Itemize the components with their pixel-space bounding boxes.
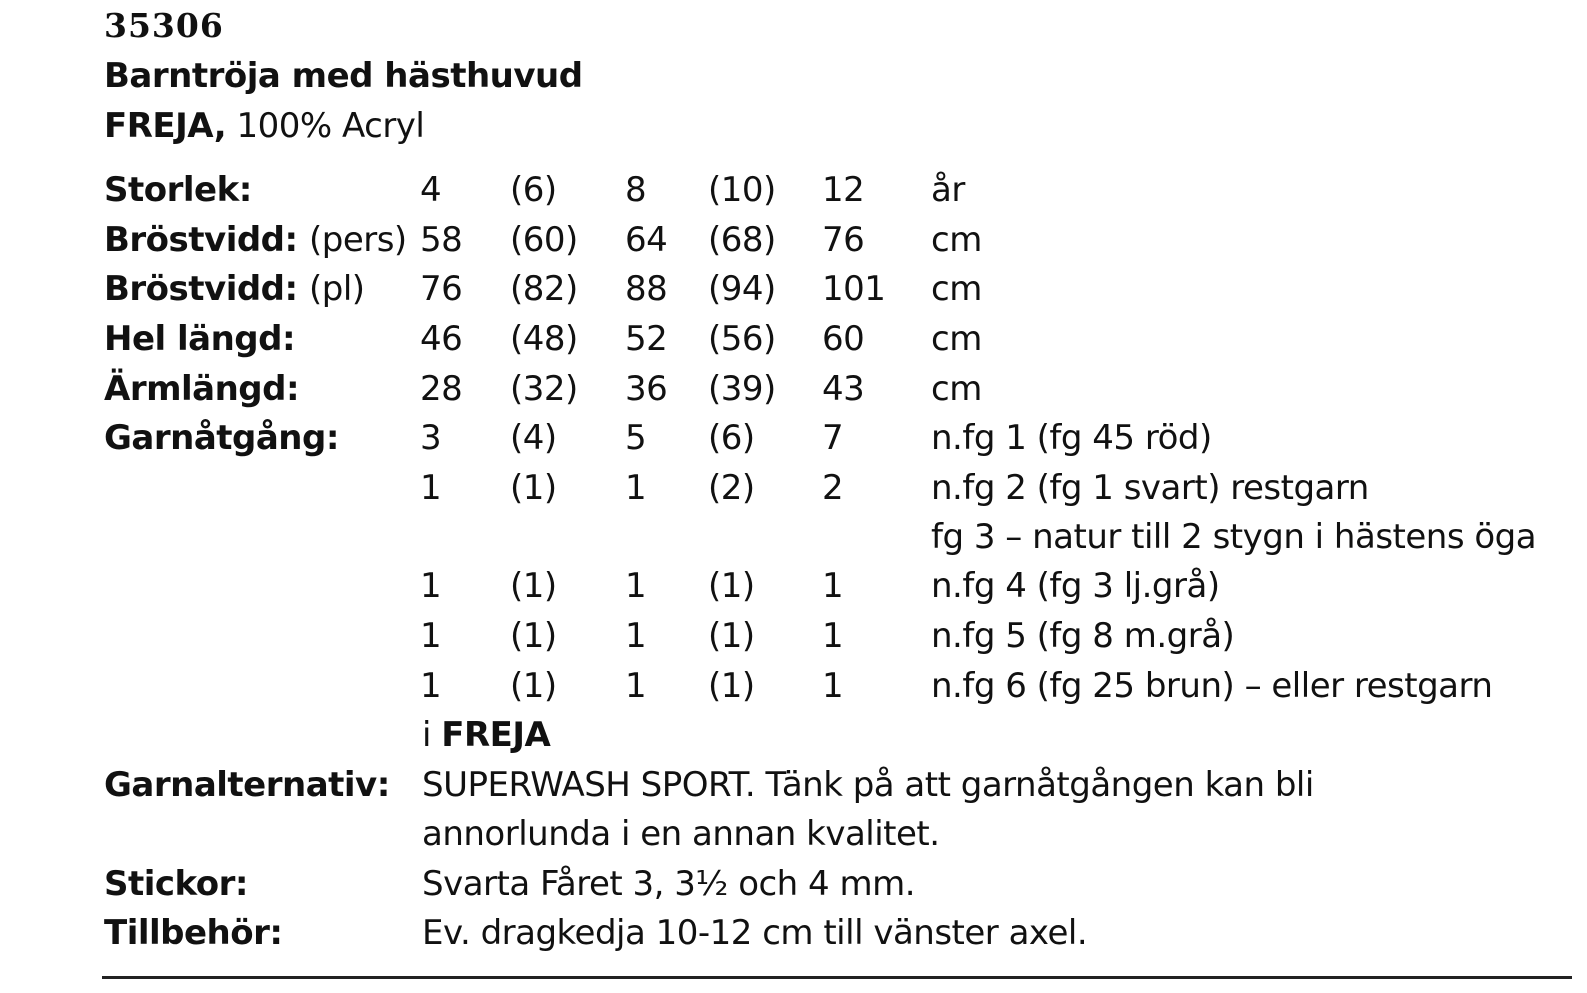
value-cell: 101 <box>822 269 886 309</box>
yarn-usage-row <box>0 614 1587 658</box>
value-cell: 5 <box>625 418 647 458</box>
unit-cell: cm <box>931 220 982 260</box>
note-cell: fg 3 – natur till 2 stygn i hästens öga <box>931 517 1537 557</box>
value-cell: 76 <box>420 269 463 309</box>
unit-cell: cm <box>931 319 982 359</box>
value-cell: (10) <box>708 170 776 210</box>
value-cell: (1) <box>510 666 557 706</box>
bottom-rule <box>102 976 1572 979</box>
value-cell: (48) <box>510 319 578 359</box>
value-cell: 2 <box>822 468 844 508</box>
value-cell: (1) <box>708 666 755 706</box>
chest-person-row <box>0 218 1587 262</box>
alternative-row <box>0 763 1587 807</box>
value-cell: (6) <box>510 170 557 210</box>
size-row <box>0 168 1587 212</box>
yarn-usage-continuation <box>0 713 1587 757</box>
value-cell: 88 <box>625 269 668 309</box>
pattern-number: 35306 <box>104 6 224 45</box>
yarn-name: FREJA, <box>104 106 227 146</box>
value-cell: (1) <box>510 468 557 508</box>
value-cell: (68) <box>708 220 776 260</box>
note-cell: n.fg 2 (fg 1 svart) restgarn <box>931 468 1369 508</box>
note-cell: n.fg 5 (fg 8 m.grå) <box>931 616 1235 656</box>
row-label: Garnalternativ: <box>104 765 390 805</box>
value-cell: 7 <box>822 418 844 458</box>
unit-cell: cm <box>931 269 982 309</box>
value-cell: (2) <box>708 468 755 508</box>
row-label: Garnåtgång: <box>104 418 339 458</box>
value-cell: 1 <box>822 616 844 656</box>
row-label: Stickor: <box>104 864 248 904</box>
pattern-title: Barntröja med hästhuvud <box>104 56 583 96</box>
value-cell: 1 <box>420 616 442 656</box>
value-cell: 1 <box>822 566 844 606</box>
value-cell: 52 <box>625 319 668 359</box>
note-cell: n.fg 6 (fg 25 brun) – eller restgarn <box>931 666 1493 706</box>
yarn-usage-row <box>0 515 1587 559</box>
value-cell: 1 <box>420 666 442 706</box>
value-cell: (1) <box>510 566 557 606</box>
sleeve-length-row <box>0 367 1587 411</box>
value-cell: (1) <box>708 566 755 606</box>
yarn-line <box>104 106 424 146</box>
value-cell: (32) <box>510 369 578 409</box>
value-cell: 43 <box>822 369 865 409</box>
chest-garment-row <box>0 267 1587 311</box>
row-label: Bröstvidd: (pers) <box>104 220 407 260</box>
alternative-text: annorlunda i en annan kvalitet. <box>422 814 940 854</box>
value-cell: (56) <box>708 319 776 359</box>
yarn-fiber: 100% Acryl <box>236 106 425 146</box>
needles-row <box>0 862 1587 906</box>
value-cell: (1) <box>510 616 557 656</box>
row-label: Hel längd: <box>104 319 296 359</box>
value-cell: (82) <box>510 269 578 309</box>
alternative-text: SUPERWASH SPORT. Tänk på att garnåtgången kan bli <box>422 765 1314 805</box>
value-cell: 1 <box>625 666 647 706</box>
accessories-text: Ev. dragkedja 10-12 cm till vänster axel. <box>422 913 1088 953</box>
value-cell: 1 <box>625 468 647 508</box>
value-cell: 60 <box>822 319 865 359</box>
value-cell: (4) <box>510 418 557 458</box>
row-label: Tillbehör: <box>104 913 283 953</box>
accessories-row <box>0 911 1587 955</box>
yarn-usage-row <box>0 416 1587 460</box>
value-cell: 4 <box>420 170 442 210</box>
value-cell: 64 <box>625 220 668 260</box>
value-cell: 3 <box>420 418 442 458</box>
value-cell: 1 <box>625 566 647 606</box>
value-cell: 1 <box>822 666 844 706</box>
row-label: Storlek: <box>104 170 252 210</box>
value-cell: 8 <box>625 170 647 210</box>
value-cell: 1 <box>420 566 442 606</box>
value-cell: 58 <box>420 220 463 260</box>
unit-cell: cm <box>931 369 982 409</box>
yarn-usage-row <box>0 564 1587 608</box>
value-cell: 1 <box>625 616 647 656</box>
alternative-row-continued <box>0 812 1587 856</box>
row-label: Bröstvidd: (pl) <box>104 269 365 309</box>
yarn-usage-row <box>0 466 1587 510</box>
value-cell: 46 <box>420 319 463 359</box>
continuation-text: i FREJA <box>422 715 551 755</box>
value-cell: (94) <box>708 269 776 309</box>
yarn-usage-row <box>0 664 1587 708</box>
note-cell: n.fg 1 (fg 45 röd) <box>931 418 1212 458</box>
value-cell: 1 <box>420 468 442 508</box>
value-cell: (39) <box>708 369 776 409</box>
value-cell: 12 <box>822 170 865 210</box>
length-row <box>0 317 1587 361</box>
value-cell: 36 <box>625 369 668 409</box>
needles-text: Svarta Fåret 3, 3½ och 4 mm. <box>422 864 916 904</box>
value-cell: 76 <box>822 220 865 260</box>
value-cell: 28 <box>420 369 463 409</box>
value-cell: (6) <box>708 418 755 458</box>
note-cell: n.fg 4 (fg 3 lj.grå) <box>931 566 1220 606</box>
row-label: Ärmlängd: <box>104 369 300 409</box>
value-cell: (1) <box>708 616 755 656</box>
value-cell: (60) <box>510 220 578 260</box>
unit-cell: år <box>931 170 965 210</box>
